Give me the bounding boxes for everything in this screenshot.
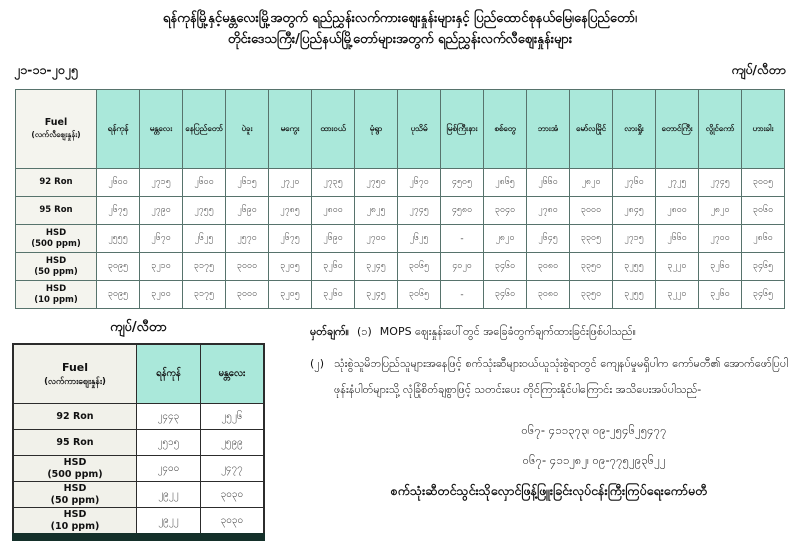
price-cell: ၃၀၀၀	[226, 281, 269, 309]
price-cell: ၃၂၂၀	[656, 253, 699, 281]
wholesale-price-cell: ၂၄၄၃	[137, 404, 201, 430]
city-header: လားရှိုး	[613, 90, 656, 169]
wholesale-fuel-cell	[13, 404, 137, 430]
wholesale-price-cell: ၂၅၉၉	[200, 430, 264, 456]
price-cell: ၂၈၀၀	[312, 197, 355, 225]
retail-table-body	[16, 169, 785, 309]
wholesale-fuel-name: HSD	[63, 457, 87, 469]
retail-row	[16, 197, 785, 225]
note-2-text: သုံးစွဲသူမိဘပြည်သူများအနေဖြင့် စက်သုံးဆီများဝယ်ယူသုံးစွဲရာတွင် ကျေနပ်မှုမရှိပါက ကော်မတီ၏ အောက်ဖော်ပြပါဖုန်းနံပါတ်များသို့ လုံခြုံစိတ်ချစွာဖြင့် သတင်းပေး တိုင်ကြားနိုင်ပါကြောင်း အသိပေးအပ်ပါသည်-	[334, 357, 788, 396]
fuel-grade: (10 ppm)	[34, 294, 78, 305]
price-cell: ၃၂၄၅	[355, 253, 398, 281]
retail-fuel-header	[16, 90, 97, 169]
price-cell: ၃၂၂၀	[656, 281, 699, 309]
retail-fuel-header-subtitle: (လက်လီဈေးနှုန်း)	[31, 130, 81, 139]
notes-section	[292, 319, 800, 502]
wholesale-fuel-name: 92 Ron	[56, 410, 94, 422]
committee-name: စက်သုံးဆီတင်သွင်းသိုလှောင်ဖြန့်ဖြူးခြင်းလုပ်ငန်းကြီးကြပ်ရေးကော်မတီ	[390, 483, 708, 498]
price-cell: ၃၂၁၀	[140, 253, 183, 281]
city-header: လွိုင်ကော်	[699, 90, 742, 169]
price-cell: ၂၇၂၀	[269, 169, 312, 197]
wholesale-city-header: မန္တလေး	[200, 344, 264, 404]
city-header: မန္တလေး	[140, 90, 183, 169]
price-cell: ၂၈၀၀	[656, 197, 699, 225]
price-cell: ၂၆၆၀	[656, 225, 699, 253]
wholesale-price-cell: ၂၅၁၅	[137, 430, 201, 456]
city-header: မကွေး	[269, 90, 312, 169]
retail-row	[16, 281, 785, 309]
wholesale-price-cell: ၂၄၇၇	[200, 456, 264, 482]
price-cell: ၂၆၂၅	[183, 225, 226, 253]
wholesale-row	[13, 404, 264, 430]
wholesale-fuel-grade: (500 ppm)	[47, 468, 103, 480]
retail-row	[16, 169, 785, 197]
price-cell: ၂၈၂၅	[355, 197, 398, 225]
retail-row	[16, 253, 785, 281]
wholesale-fuel-name: 95 Ron	[56, 436, 94, 448]
city-header: နေပြည်တော်	[183, 90, 226, 169]
price-cell: ၃၂၀၅	[269, 281, 312, 309]
wholesale-fuel-cell	[13, 482, 137, 508]
wholesale-fuel-cell	[13, 456, 137, 482]
wholesale-price-table	[12, 343, 265, 541]
city-header: မြစ်ကြီးနား	[441, 90, 484, 169]
wholesale-fuel-cell	[13, 430, 137, 456]
price-cell: ၃၄၆၅	[742, 253, 785, 281]
wholesale-row	[13, 456, 264, 482]
price-cell: ၂၆၆၀	[527, 169, 570, 197]
price-cell: ၂၅၇၀	[226, 225, 269, 253]
price-cell: ၂၆၄၅	[527, 225, 570, 253]
city-header: ဟားခါး	[742, 90, 785, 169]
wholesale-section	[0, 319, 292, 541]
price-cell: ၂၈၂၀	[699, 197, 742, 225]
wholesale-fuel-name: HSD	[63, 483, 87, 495]
city-header: ဘားအံ	[527, 90, 570, 169]
date-label: ၂၁-၁၁-၂၀၂၅	[14, 62, 78, 77]
wholesale-row	[13, 482, 264, 508]
price-cell: ၃၁၇၅	[183, 281, 226, 309]
note-2	[310, 351, 788, 403]
price-cell: ၃၀၉၅	[97, 281, 140, 309]
price-cell: ၂၆၀၀	[97, 169, 140, 197]
price-cell: ၂၆၁၅	[226, 169, 269, 197]
city-header: ပုသိမ်	[398, 90, 441, 169]
phone-line-2: ၀၆၇- ၄၁၁၂၈၂၊ ၀၉-၇၇၅၂၉၃၆၂၂	[522, 453, 666, 467]
wholesale-price-cell: ၂၉၂၂	[137, 482, 201, 508]
note-1-text: MOPS ဈေးနှုန်းပေါ်တွင် အခြေခံတွက်ချက်ထားခြင်းဖြစ်ပါသည်။	[379, 325, 636, 338]
fuel-name-cell	[16, 253, 97, 281]
meta-row	[0, 62, 800, 81]
price-cell: ၂၈၂၀	[570, 169, 613, 197]
title-line-2: တိုင်းဒေသကြီး/ပြည်နယ်မြို့တော်များအတွက် ရည်ညွှန်းလက်လီဈေးနှုန်းများ	[227, 32, 573, 47]
document-title	[0, 0, 800, 50]
price-cell: ၂၇၆၀	[613, 169, 656, 197]
price-cell: ၃၃၀၅	[570, 225, 613, 253]
price-cell: ၃၄၆၅	[742, 281, 785, 309]
wholesale-fuel-grade: (10 ppm)	[50, 520, 100, 532]
fuel-name-cell	[16, 169, 97, 197]
wholesale-price-cell: ၂၉၂၂	[137, 508, 201, 538]
price-cell: ၂၆၇၅	[97, 197, 140, 225]
price-cell: ၂၇၉၀	[140, 197, 183, 225]
price-cell: ၃၂၆၀	[312, 281, 355, 309]
price-cell: ၂၆၉၀	[226, 197, 269, 225]
price-cell: ၂၆၂၅	[398, 225, 441, 253]
bottom-section	[0, 319, 800, 541]
price-cell: ၃၂၆၀	[699, 281, 742, 309]
wholesale-row	[13, 508, 264, 538]
retail-fuel-header-title: Fuel	[44, 117, 68, 128]
price-cell: ၂၇၃၅	[312, 169, 355, 197]
fuel-name: 95 Ron	[39, 205, 73, 216]
price-cell: ၃၄၆၀	[484, 253, 527, 281]
fuel-name: 92 Ron	[39, 177, 73, 188]
price-cell: ၂၇၂၅	[656, 169, 699, 197]
price-cell: ၃၄၆၀	[484, 281, 527, 309]
price-cell: ၃၀၈၀	[527, 281, 570, 309]
wholesale-table-head	[13, 344, 264, 404]
note-2-number: (၂)	[310, 357, 324, 370]
retail-table-head	[16, 90, 785, 169]
price-cell: ၃၂၆၀	[699, 253, 742, 281]
price-cell: ၃၃၅၀	[570, 281, 613, 309]
city-header: တောင်ကြီး	[656, 90, 699, 169]
wholesale-fuel-name: HSD	[63, 509, 87, 521]
fuel-name: HSD	[45, 227, 67, 238]
notes-label: မှတ်ချက်။	[310, 325, 350, 338]
price-cell: ၂၇၄၅	[398, 197, 441, 225]
wholesale-price-cell: ၂၅၂၆	[200, 404, 264, 430]
title-line-1: ရန်ကုန်မြို့နှင့်မန္တလေးမြို့အတွက် ရည်ညွှန်းလက်ကားဈေးနှုန်းများနှင့် ပြည်ထောင်စုနယ်မြေ၊နေပြည်တော်၊	[162, 11, 638, 26]
city-header: ပဲခူး	[226, 90, 269, 169]
wholesale-table-body	[13, 404, 264, 538]
price-cell: ၂၈၂၀	[484, 225, 527, 253]
price-cell: -	[441, 225, 484, 253]
phone-numbers	[310, 415, 788, 475]
price-cell: ၃၂၆၀	[312, 253, 355, 281]
wholesale-fuel-header-title: Fuel	[61, 360, 89, 374]
wholesale-price-cell: ၂၄၀၀	[137, 456, 201, 482]
price-cell: ၂၈၆၀	[742, 225, 785, 253]
wholesale-fuel-cell	[13, 508, 137, 538]
price-cell: ၃၀၉၅	[97, 253, 140, 281]
city-header: မုံရွာ	[355, 90, 398, 169]
wholesale-price-cell: ၃၀၃၀	[200, 508, 264, 538]
phone-line-1: ၀၆၇- ၄၁၁၃၇၃၊ ၀၉-၂၅၄၆၂၅၄၇၇	[521, 423, 667, 437]
city-header: ထားဝယ်	[312, 90, 355, 169]
price-cell: ၃၂၀၅	[269, 253, 312, 281]
city-header: စစ်တွေ	[484, 90, 527, 169]
wholesale-fuel-header	[13, 344, 137, 404]
wholesale-fuel-grade: (50 ppm)	[50, 494, 100, 506]
city-header: မော်လမြိုင်	[570, 90, 613, 169]
price-cell: ၂၅၅၅	[97, 225, 140, 253]
price-cell: ၃၀၆၀	[742, 197, 785, 225]
price-cell: ၃၂၀၀	[140, 281, 183, 309]
price-cell: ၂၇၈၀	[527, 197, 570, 225]
price-cell: ၃၂၅၅	[613, 253, 656, 281]
price-cell: ၂၆၇၀	[398, 169, 441, 197]
price-cell: ၃၃၅၀	[570, 253, 613, 281]
price-cell: ၂၆၉၀	[312, 225, 355, 253]
price-cell: ၃၀၀၅	[742, 169, 785, 197]
price-cell: ၂၇၁၅	[140, 169, 183, 197]
city-header: ရန်ကုန်	[97, 90, 140, 169]
price-cell: ၄၅၈၀	[441, 197, 484, 225]
unit-label-top: ကျပ်/လီတာ	[731, 62, 786, 77]
price-cell: ၂၇၅၀	[355, 169, 398, 197]
price-cell: ၃၀၆၅	[398, 253, 441, 281]
fuel-name: HSD	[45, 255, 67, 266]
price-cell: ၃၁၇၅	[183, 253, 226, 281]
retail-row	[16, 225, 785, 253]
fuel-grade: (500 ppm)	[31, 238, 81, 249]
wholesale-row	[13, 430, 264, 456]
price-cell: ၄၅၀၅	[441, 169, 484, 197]
price-cell: ၃၀၈၀	[527, 253, 570, 281]
price-cell: ၂၇၀၀	[355, 225, 398, 253]
price-cell: ၂၇၀၀	[699, 225, 742, 253]
price-cell: ၂၆၇၀	[140, 225, 183, 253]
wholesale-city-header: ရန်ကုန်	[137, 344, 201, 404]
retail-header-row	[16, 90, 785, 169]
wholesale-fuel-header-subtitle: (လက်ကားဈေးနှုန်း)	[44, 377, 106, 387]
note-1	[310, 325, 788, 341]
note-1-number: (၁)	[357, 325, 372, 338]
price-cell: ၃၀၄၀	[484, 197, 527, 225]
price-cell: ၂၇၄၅	[699, 169, 742, 197]
price-cell: -	[441, 281, 484, 309]
price-cell: ၂၈၆၅	[484, 169, 527, 197]
price-cell: ၂၆၀၀	[183, 169, 226, 197]
price-cell: ၂၈၄၅	[613, 197, 656, 225]
price-cell: ၃၀၆၅	[398, 281, 441, 309]
price-cell: ၂၇၈၅	[269, 197, 312, 225]
price-cell: ၃၂၄၅	[355, 281, 398, 309]
fuel-name-cell	[16, 197, 97, 225]
price-cell: ၂၇၁၅	[613, 225, 656, 253]
price-cell: ၂၆၇၅	[269, 225, 312, 253]
fuel-name-cell	[16, 225, 97, 253]
wholesale-price-cell: ၃၀၃၀	[200, 482, 264, 508]
retail-price-table	[15, 89, 785, 309]
fuel-name: HSD	[45, 283, 67, 294]
price-cell: ၃၀၀၀	[570, 197, 613, 225]
price-cell: ၄၀၂၀	[441, 253, 484, 281]
wholesale-header-row	[13, 344, 264, 404]
fuel-name-cell	[16, 281, 97, 309]
price-cell: ၃၀၀၀	[226, 253, 269, 281]
price-cell: ၂၇၅၅	[183, 197, 226, 225]
unit-label-middle: ကျပ်/လီတာ	[110, 320, 167, 335]
fuel-grade: (50 ppm)	[34, 266, 78, 277]
price-cell: ၃၂၅၅	[613, 281, 656, 309]
